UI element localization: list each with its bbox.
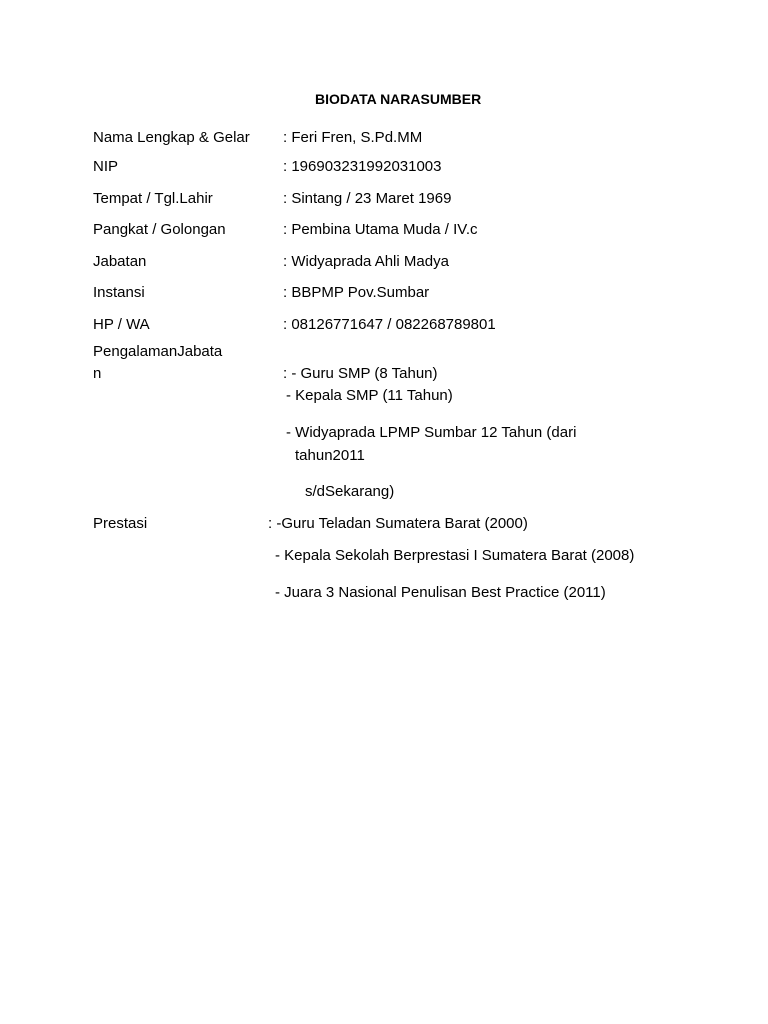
achievements-label: Prestasi: [93, 515, 148, 532]
achievement-item: - Kepala Sekolah Berprestasi I Sumatera Barat (2008): [275, 547, 635, 564]
experience-label: PengalamanJabata: [93, 343, 223, 360]
experience-item: - Kepala SMP (11 Tahun): [286, 387, 453, 404]
field-value: : Widyaprada Ahli Madya: [283, 253, 449, 270]
field-label: Tempat / Tgl.Lahir: [93, 190, 213, 207]
achievement-item: : -Guru Teladan Sumatera Barat (2000): [268, 515, 528, 532]
experience-item-continuation: tahun2011: [295, 447, 365, 464]
field-label: HP / WA: [93, 316, 150, 333]
field-value: : Pembina Utama Muda / IV.c: [283, 221, 478, 238]
field-label: Instansi: [93, 284, 145, 301]
field-value: : 08126771647 / 082268789801: [283, 316, 496, 333]
experience-label-wrap: n: [93, 365, 102, 382]
experience-item: - Widyaprada LPMP Sumbar 12 Tahun (dari: [286, 424, 577, 441]
field-label: Pangkat / Golongan: [93, 221, 226, 238]
field-label: Jabatan: [93, 253, 147, 270]
achievement-item: - Juara 3 Nasional Penulisan Best Practice (2011): [275, 584, 606, 601]
experience-item-continuation: s/dSekarang): [305, 483, 395, 500]
page-title: BIODATA NARASUMBER: [315, 91, 482, 107]
field-label: NIP: [93, 158, 119, 175]
field-value: : 196903231992031003: [283, 158, 442, 175]
field-value: : Feri Fren, S.Pd.MM: [283, 129, 423, 146]
field-value: : BBPMP Pov.Sumbar: [283, 284, 430, 301]
field-value: : Sintang / 23 Maret 1969: [283, 190, 452, 207]
field-label: Nama Lengkap & Gelar: [93, 129, 250, 146]
experience-item: : - Guru SMP (8 Tahun): [283, 365, 438, 382]
